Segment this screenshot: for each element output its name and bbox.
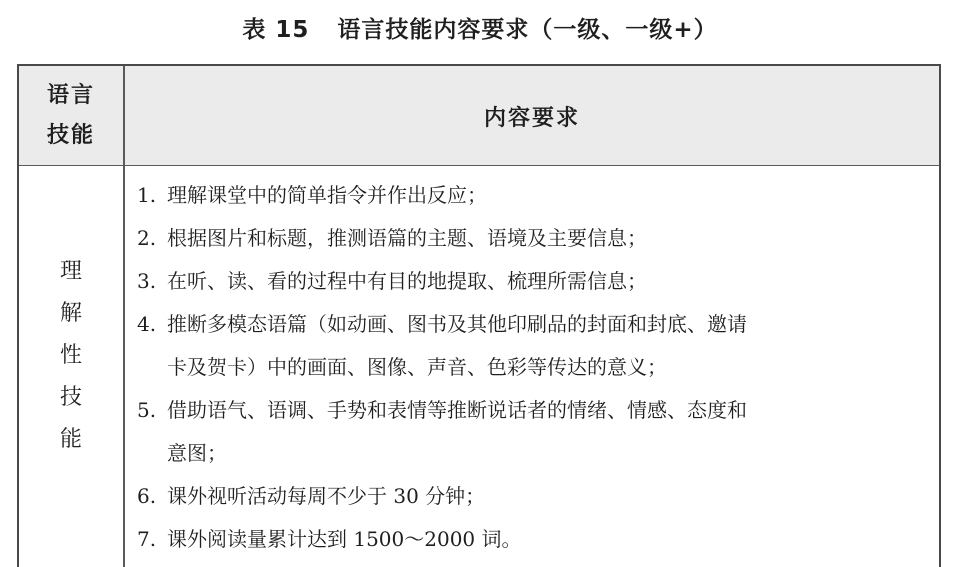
requirement-number: 1. xyxy=(137,183,157,207)
table-caption xyxy=(0,10,960,50)
requirement-item xyxy=(137,260,937,303)
requirement-text: 推断多模态语篇（如动画、图书及其他印刷品的封面和封底、邀请 xyxy=(167,312,747,336)
skill-label: 理解性技能 xyxy=(59,259,82,452)
requirement-item xyxy=(137,389,937,475)
requirement-text: 课外视听活动每周不少于 30 分钟； xyxy=(167,484,486,508)
requirement-text: 在听、读、看的过程中有目的地提取、梳理所需信息； xyxy=(167,269,647,293)
requirements-list xyxy=(137,174,937,561)
requirement-item xyxy=(137,303,937,389)
requirement-item xyxy=(137,217,937,260)
requirement-number: 7. xyxy=(137,527,157,551)
requirement-item xyxy=(137,475,937,518)
requirement-number: 3. xyxy=(137,269,157,293)
header-content-cell xyxy=(125,66,939,166)
requirement-item xyxy=(137,174,937,217)
requirement-number: 4. xyxy=(137,312,157,336)
header-content-label: 内容要求 xyxy=(483,105,580,131)
requirement-number: 2. xyxy=(137,226,157,250)
requirement-text: 理解课堂中的简单指令并作出反应； xyxy=(167,183,487,207)
requirement-text: 卡及贺卡）中的画面、图像、声音、色彩等传达的意义； xyxy=(167,355,667,379)
requirement-text: 根据图片和标题，推测语篇的主题、语境及主要信息； xyxy=(167,226,647,250)
table-header-row xyxy=(19,66,939,166)
requirement-text: 借助语气、语调、手势和表情等推断说话者的情绪、情感、态度和 xyxy=(167,398,747,422)
requirement-text: 意图； xyxy=(167,441,227,465)
header-skill-label: 语言技能 xyxy=(46,83,95,148)
requirement-text: 课外阅读量累计达到 1500～2000 词。 xyxy=(167,527,522,551)
column-divider xyxy=(123,66,125,567)
requirement-number: 6. xyxy=(137,484,157,508)
table-title: 语言技能内容要求（一级、一级+） xyxy=(337,17,718,43)
requirement-number: 5. xyxy=(137,398,157,422)
content-requirements-table xyxy=(17,64,941,567)
table-number: 表 15 xyxy=(242,17,310,43)
header-skill-cell xyxy=(19,66,123,166)
skill-cell xyxy=(19,166,123,546)
requirement-item xyxy=(137,518,937,561)
